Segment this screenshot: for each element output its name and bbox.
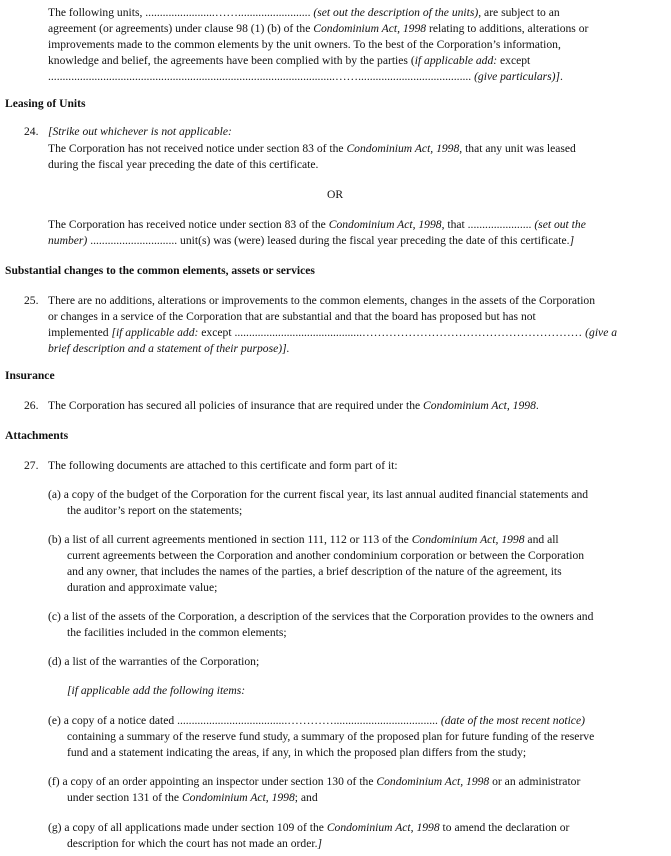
substantial-line-4: brief description and a statement of their purpose)]. [48, 342, 290, 355]
units-paragraph-line-5: ...................................................................................................……....................................... (give particulars)]. [48, 70, 563, 83]
or-separator: OR [327, 188, 344, 201]
units-paragraph-line-4: knowledge and belief, the agreements have been complied with by the parties (if applicable add: except [48, 54, 531, 67]
leasing-option-1-line-2: during the fiscal year preceding the date of this certificate. [48, 158, 319, 171]
leasing-option-2-line-1: The Corporation has received notice under section 83 of the Condominium Act, 1998, that ...................... (set out the [48, 218, 586, 231]
units-paragraph-line-3: improvements made to the common elements by the unit owners. To the best of the Corporation’s information, [48, 38, 561, 51]
leasing-option-1-line-1: The Corporation has not received notice under section 83 of the Condominium Act, 1998, that any unit was leased [48, 142, 576, 155]
section-25-number: 25. [24, 294, 39, 307]
item-c-line-1: (c) a list of the assets of the Corporation, a description of the services that the Corporation provides to the owners and [48, 610, 594, 623]
attachments-heading: Attachments [5, 429, 69, 442]
item-b-line-1: (b) a list of all current agreements mentioned in section 111, 112 or 113 of the Condominium Act, 1998 and all [48, 533, 559, 546]
leasing-heading: Leasing of Units [5, 97, 86, 110]
item-a-line-2: the auditor’s report on the statements; [67, 504, 243, 517]
item-c-line-2: the facilities included in the common elements; [67, 626, 287, 639]
optional-items-note: [if applicable add the following items: [67, 684, 246, 697]
section-26-number: 26. [24, 399, 39, 412]
leasing-option-2-line-2: number) .............................. unit(s) was (were) leased during the fiscal year preceding the date of this certificate.] [48, 234, 575, 247]
item-g-line-2: description for which the court has not made an order.] [67, 837, 322, 850]
units-paragraph-line-2: agreement (or agreements) under clause 98 (1) (b) of the Condominium Act, 1998 relating to additions, alterations or [48, 22, 589, 35]
item-f-line-1: (f) a copy of an order appointing an inspector under section 130 of the Condominium Act, 1998 or an administrator [48, 775, 581, 788]
insurance-line-1: The Corporation has secured all policies of insurance that are required under the Condominium Act, 1998. [48, 399, 539, 412]
section-27-number: 27. [24, 459, 39, 472]
item-g-line-1: (g) a copy of all applications made under section 109 of the Condominium Act, 1998 to amend the declaration or [48, 821, 570, 834]
item-b-line-3: and any owner, that includes the names of the parties, a brief description of the nature of the agreement, its [67, 565, 562, 578]
item-e-line-1: (e) a copy of a notice dated ......................................………….................................... (date of the most recent notice) [48, 714, 585, 727]
substantial-line-1: There are no additions, alterations or improvements to the common elements, changes in the assets of the Corporation [48, 294, 596, 307]
substantial-line-2: or changes in a service of the Corporation that are substantial and that the board has proposed but has not [48, 310, 536, 323]
item-a-line-1: (a) a copy of the budget of the Corporation for the current fiscal year, its last annual audited financial statements and [48, 488, 589, 501]
attachments-intro: The following documents are attached to this certificate and form part of it: [48, 459, 398, 472]
item-b-line-2: current agreements between the Corporation and another condominium corporation or between the Corporation [67, 549, 585, 562]
substantial-line-3: implemented [if applicable add: except ............................................………………………………………………… (give a [48, 326, 618, 339]
insurance-heading: Insurance [5, 369, 55, 382]
item-e-line-2: containing a summary of the reserve fund study, a summary of the proposed plan for future funding of the reserve [67, 730, 595, 743]
item-b-line-4: duration and approximate value; [67, 581, 218, 594]
item-e-line-3: fund and a statement indicating the areas, if any, in which the proposed plan differs from the study; [67, 746, 527, 759]
substantial-changes-heading: Substantial changes to the common elements, assets or services [5, 264, 315, 277]
section-24-number: 24. [24, 125, 39, 138]
units-paragraph-line-1: The following units, ........................……......................... (set out the description of the units), are subject to an [48, 6, 560, 19]
item-f-line-2: under section 131 of the Condominium Act, 1998; and [67, 791, 318, 804]
section-24-instruction: [Strike out whichever is not applicable: [48, 125, 232, 138]
item-d-line-1: (d) a list of the warranties of the Corporation; [48, 655, 260, 668]
